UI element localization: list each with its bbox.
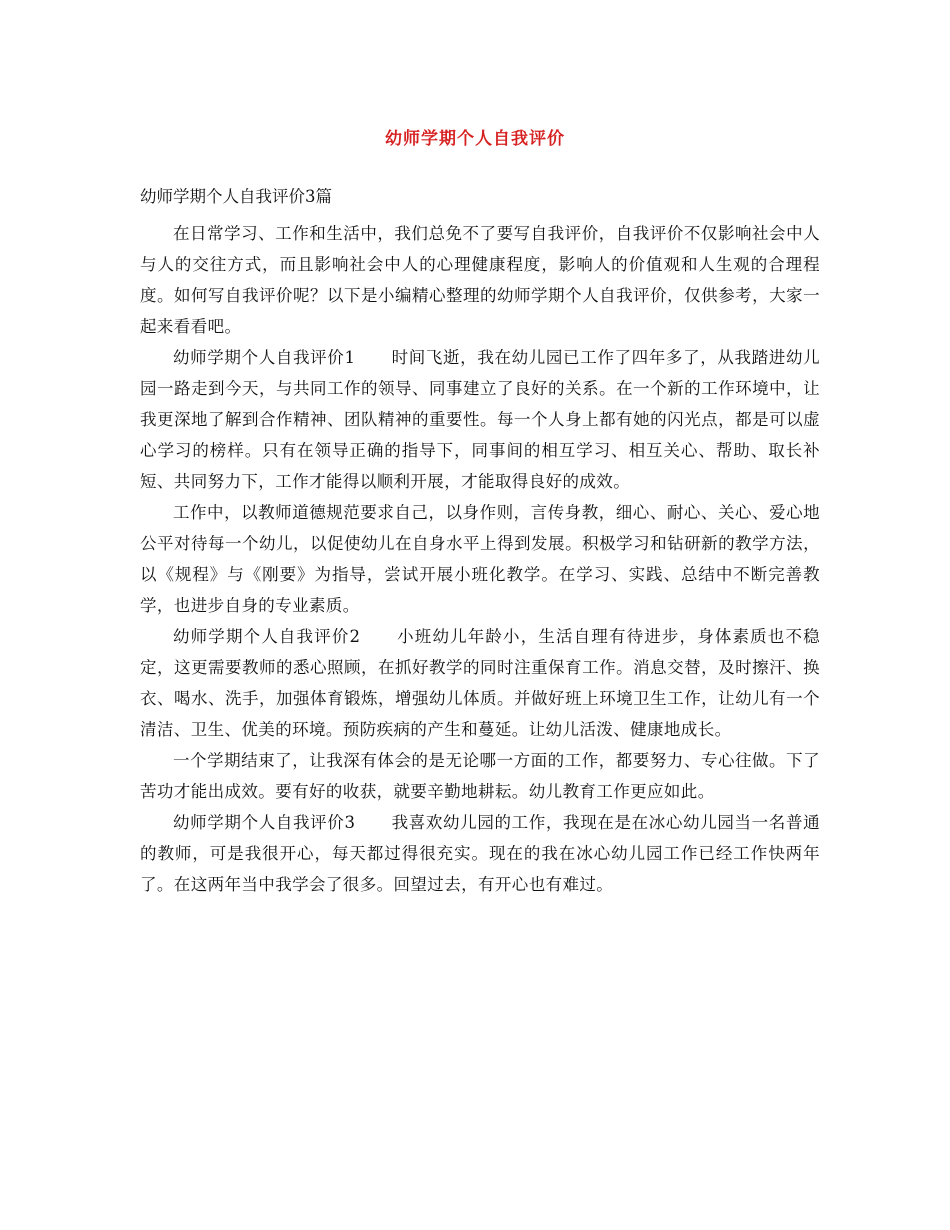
- paragraph-evaluation-3: [140, 807, 820, 900]
- paragraph-text: 时间飞逝，我在幼儿园已工作了四年多了，从我踏进幼儿园一路走到今天，与共同工作的领导、同事建立了良好的关系。在一个新的工作环境中，让我更深地了解到合作精神、团队精神的重要性。每一个人身上都有她的闪光点，都是可以虚心学习的榜样。只有在领导正确的指导下，同事间的相互学习、相互关心、帮助、取长补短、共同努力下，工作才能得以顺利开展，才能取得良好的成效。: [140, 348, 820, 491]
- document-subtitle: 幼师学期个人自我评价3篇: [140, 187, 332, 206]
- paragraph-text: 我喜欢幼儿园的工作，我现在是在冰心幼儿园当一名普通的教师，可是我很开心，每天都过得很充实。现在的我在冰心幼儿园工作已经工作快两年了。在这两年当中我学会了很多。回望过去，有开心也有难过。: [140, 813, 820, 894]
- paragraph-work: [140, 497, 820, 621]
- paragraph-evaluation-1: [140, 342, 820, 497]
- paragraph-text: 工作中，以教师道德规范要求自己，以身作则，言传身教，细心、耐心、关心、爱心地公平对待每一个幼儿，以促使幼儿在自身水平上得到发展。积极学习和钻研新的教学方法，以《规程》与《刚要》为指导，尝试开展小班化教学。在学习、实践、总结中不断完善教学，也进步自身的专业素质。: [140, 503, 820, 615]
- paragraph-text: 在日常学习、工作和生活中，我们总免不了要写自我评价，自我评价不仅影响社会中人与人的交往方式，而且影响社会中人的心理健康程度，影响人的价值观和人生观的合理程度。如何写自我评价呢？以下是小编精心整理的幼师学期个人自我评价，仅供参考，大家一起来看看吧。: [140, 224, 820, 336]
- paragraph-text: 小班幼儿年龄小，生活自理有待进步，身体素质也不稳定，这更需要教师的悉心照顾，在抓好教学的同时注重保育工作。消息交替，及时擦汗、换衣、喝水、洗手，加强体育锻炼，增强幼儿体质。并做好班上环境卫生工作，让幼儿有一个清洁、卫生、优美的环境。预防疾病的产生和蔓延。让幼儿活泼、健康地成长。: [140, 627, 820, 739]
- section-heading: 幼师学期个人自我评价1: [173, 348, 356, 367]
- section-heading: 幼师学期个人自我评价2: [173, 627, 361, 646]
- paragraph-semester-end: [140, 745, 820, 807]
- paragraph-text: 一个学期结束了，让我深有体会的是无论哪一方面的工作，都要努力、专心往做。下了苦功才能出成效。要有好的收获，就要辛勤地耕耘。幼儿教育工作更应如此。: [140, 751, 820, 801]
- document-title: 幼师学期个人自我评价: [385, 129, 565, 149]
- paragraph-evaluation-2: [140, 621, 820, 745]
- document-body: [140, 218, 820, 900]
- paragraph-intro: [140, 218, 820, 342]
- section-heading: 幼师学期个人自我评价3: [173, 813, 356, 832]
